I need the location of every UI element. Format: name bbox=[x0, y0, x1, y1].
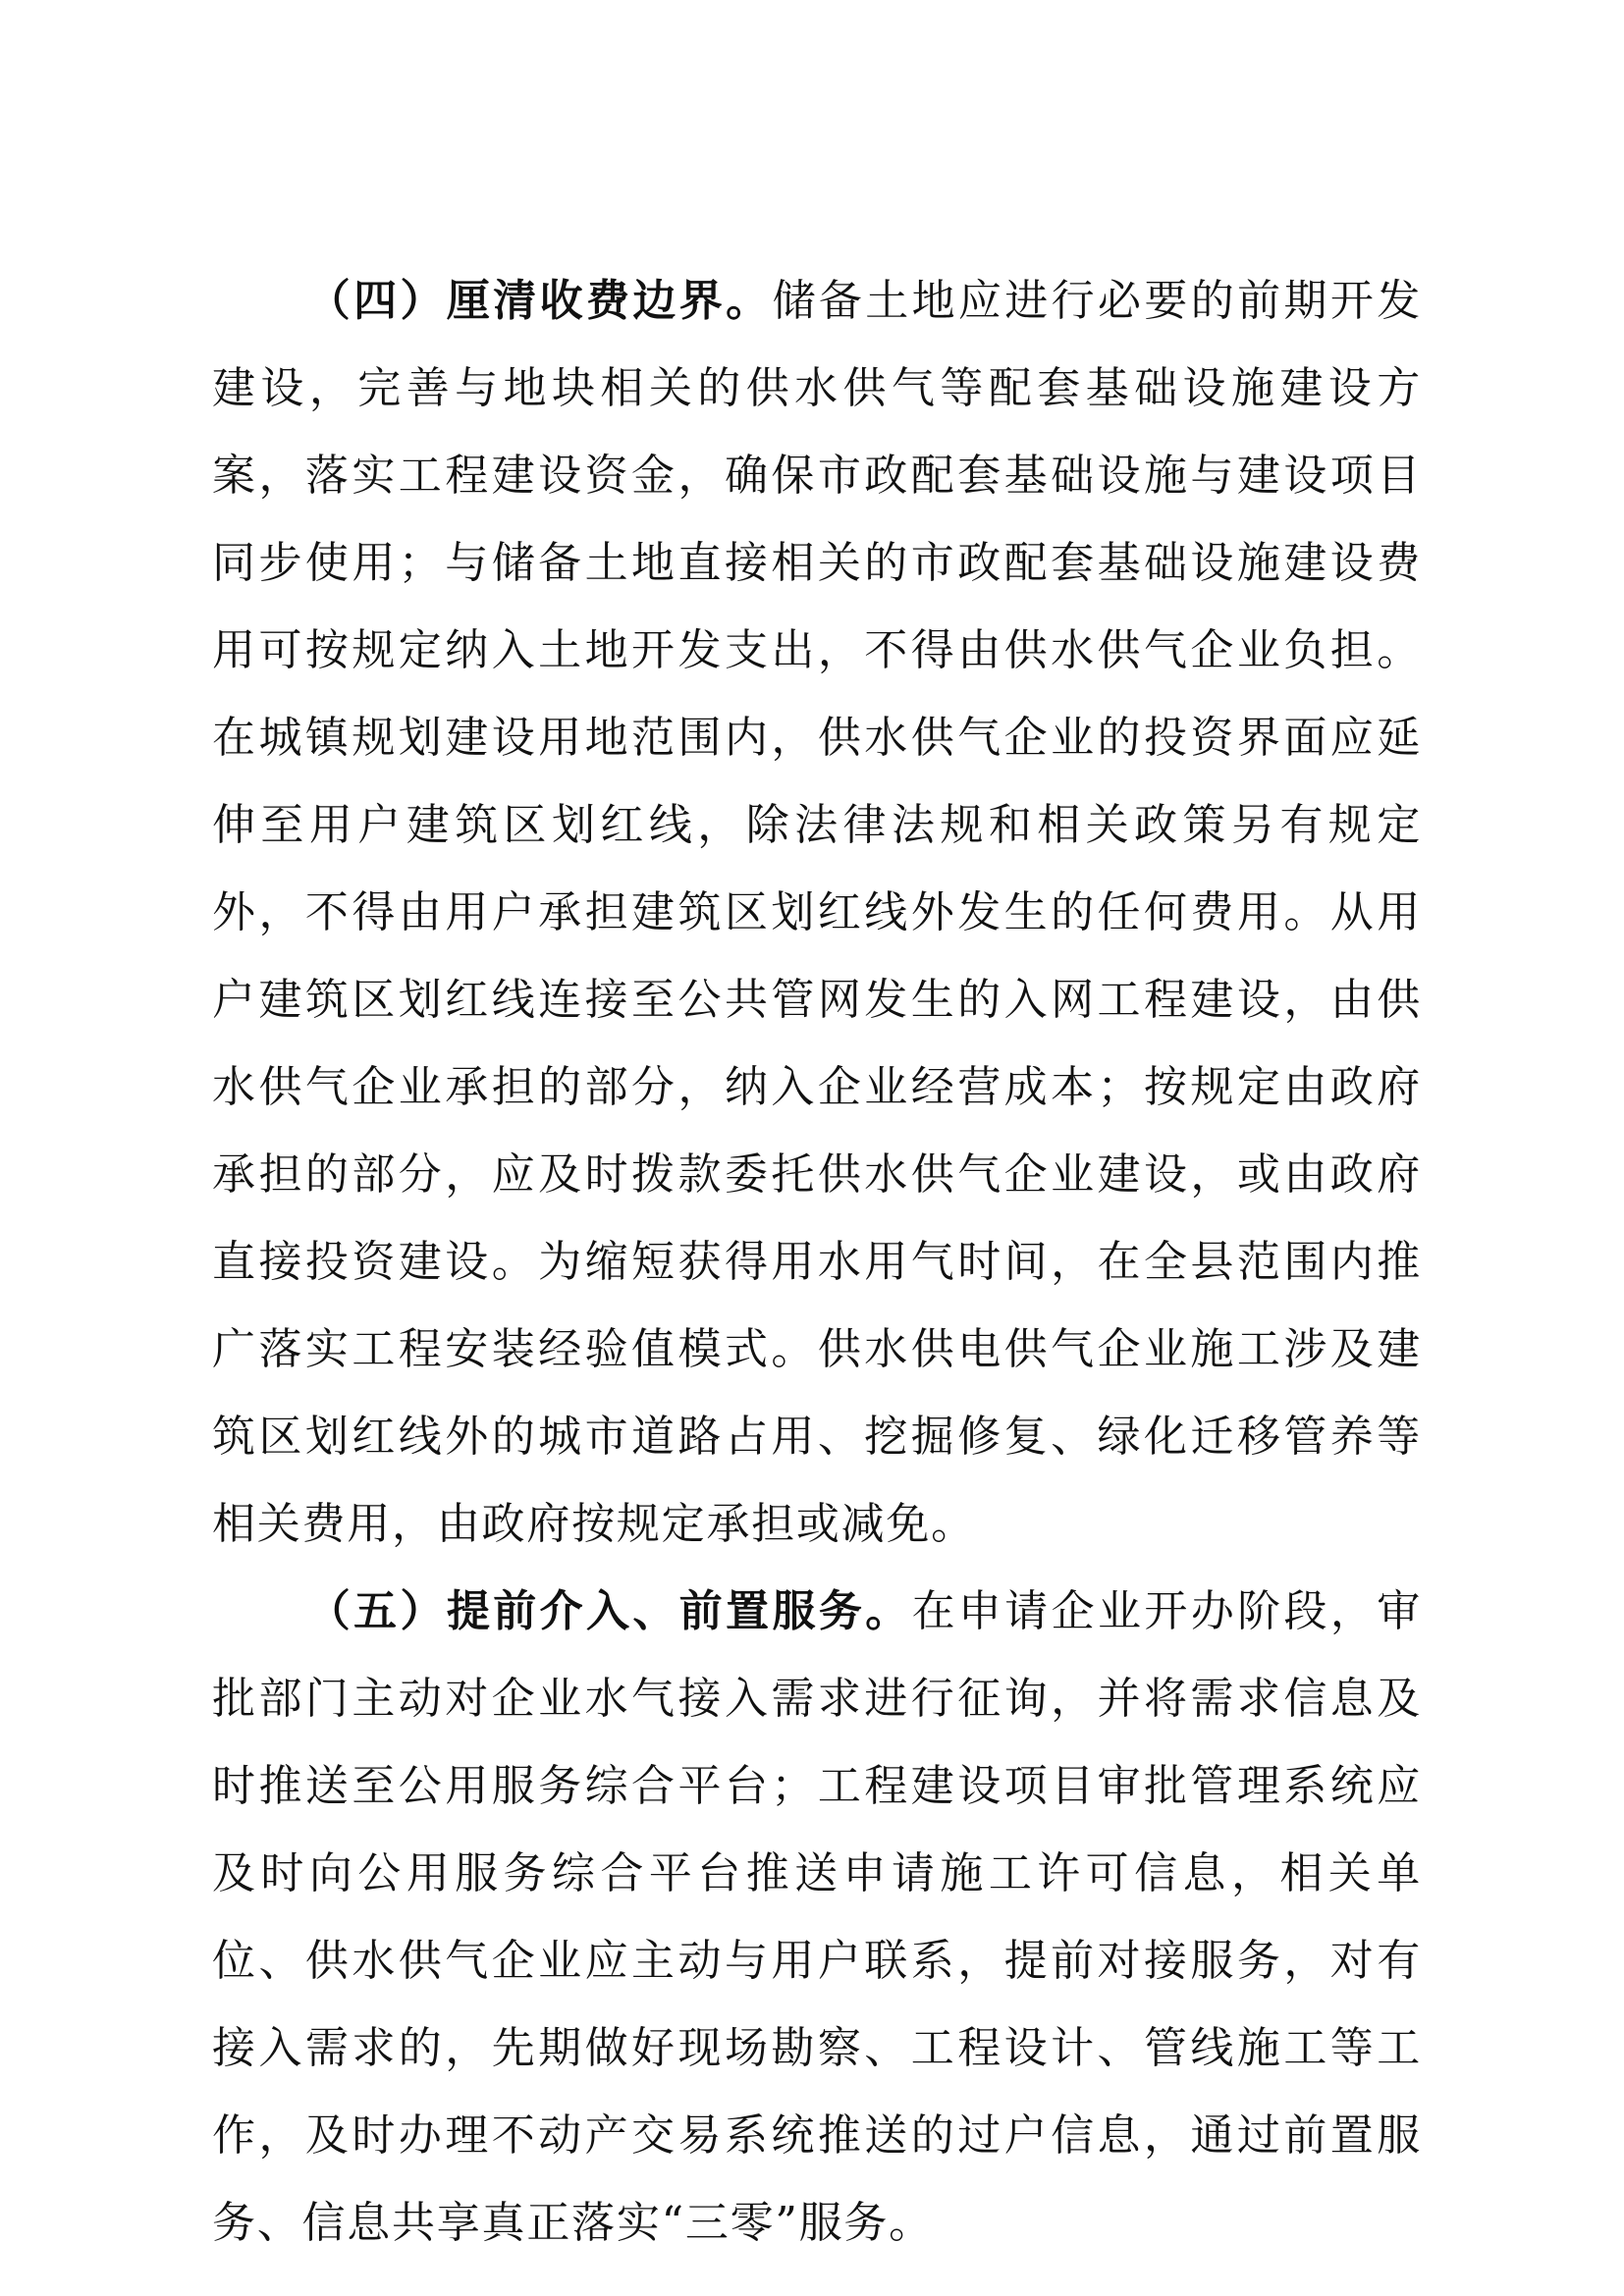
document-body bbox=[212, 257, 1422, 2267]
section-5-body: 在申请企业开办阶段，审批部门主动对企业水气接入需求进行征询，并将需求信息及时推送至公用服务综合平台；工程建设项目审批管理系统应及时向公用服务综合平台推送申请施工许可信息，相关单位、供水供气企业应主动与用户联系，提前对接服务，对有接入需求的，先期做好现场勘察、工程设计、管线施工等工作，及时办理不动产交易系统推送的过户信息，通过前置服务、信息共享真正落实“三零”服务。 bbox=[212, 1586, 1422, 2248]
section-4-paragraph bbox=[212, 257, 1422, 1568]
section-5-paragraph bbox=[212, 1568, 1422, 2267]
section-4-body: 储备土地应进行必要的前期开发建设，完善与地块相关的供水供气等配套基础设施建设方案，落实工程建设资金，确保市政配套基础设施与建设项目同步使用；与储备土地直接相关的市政配套基础设施建设费用可按规定纳入土地开发支出，不得由供水供气企业负担。在城镇规划建设用地范围内，供水供气企业的投资界面应延伸至用户建筑区划红线，除法律法规和相关政策另有规定外，不得由用户承担建筑区划红线外发生的任何费用。从用户建筑区划红线连接至公共管网发生的入网工程建设，由供水供气企业承担的部分，纳入企业经营成本；按规定由政府承担的部分，应及时拨款委托供水供气企业建设，或由政府直接投资建设。为缩短获得用水用气时间，在全县范围内推广落实工程安装经验值模式。供水供电供气企业施工涉及建筑区划红线外的城市道路占用、挖掘修复、绿化迁移管养等相关费用，由政府按规定承担或减免。 bbox=[212, 276, 1422, 1549]
section-4-heading: （四）厘清收费边界。 bbox=[306, 276, 773, 326]
section-5-heading: （五）提前介入、前置服务。 bbox=[306, 1586, 912, 1636]
